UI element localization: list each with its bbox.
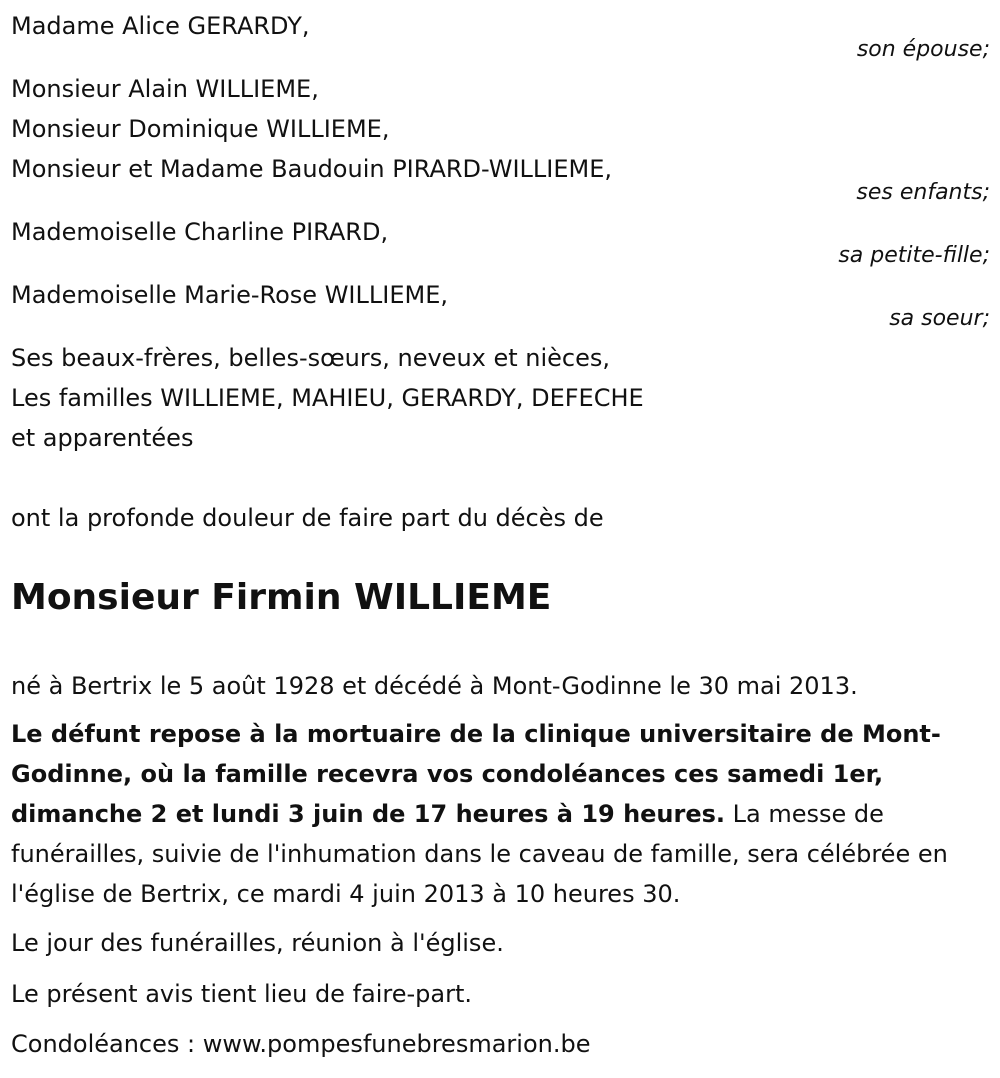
spouse-role: son épouse;	[856, 37, 990, 62]
condolences-line: Condoléances : www.pompesfunebresmarion.be	[11, 1030, 591, 1058]
granddaughter-name: Mademoiselle Charline PIRARD,	[11, 218, 389, 246]
child-name-1: Monsieur Alain WILLIEME,	[11, 75, 319, 103]
sister-role: sa soeur;	[889, 306, 990, 331]
funeral-details-paragraph	[11, 714, 986, 914]
other-relatives-line-3: et apparentées	[11, 424, 194, 452]
meeting-line: Le jour des funérailles, réunion à l'église.	[11, 929, 504, 957]
notice-line: Le présent avis tient lieu de faire-part.	[11, 980, 473, 1008]
sister-name: Mademoiselle Marie-Rose WILLIEME,	[11, 281, 448, 309]
granddaughter-role: sa petite-fille;	[838, 243, 990, 268]
children-role: ses enfants;	[856, 180, 990, 205]
other-relatives-line-1: Ses beaux-frères, belles-sœurs, neveux et nièces,	[11, 344, 611, 372]
viewing-details: Le défunt repose à la mortuaire de la clinique universitaire de Mont-Godinne, où la famille recevra vos condoléances ces samedi 1er, dimanche 2 et lundi 3 juin de 17 heures à 19 heures.	[11, 720, 941, 828]
child-name-2: Monsieur Dominique WILLIEME,	[11, 115, 390, 143]
child-name-3: Monsieur et Madame Baudouin PIRARD-WILLIEME,	[11, 155, 613, 183]
deceased-name: Monsieur Firmin WILLIEME	[11, 577, 552, 618]
funeral-details: La messe de funérailles, suivie de l'inhumation dans le caveau de famille, sera célébrée en l'église de Bertrix, ce mardi 4 juin 2013 à 10 heures 30.	[11, 800, 948, 908]
spouse-name: Madame Alice GERARDY,	[11, 12, 310, 40]
birth-death-line: né à Bertrix le 5 août 1928 et décédé à Mont-Godinne le 30 mai 2013.	[11, 672, 858, 700]
announcement-text: ont la profonde douleur de faire part du décès de	[11, 504, 604, 532]
other-relatives-line-2: Les familles WILLIEME, MAHIEU, GERARDY, DEFECHE	[11, 384, 644, 412]
